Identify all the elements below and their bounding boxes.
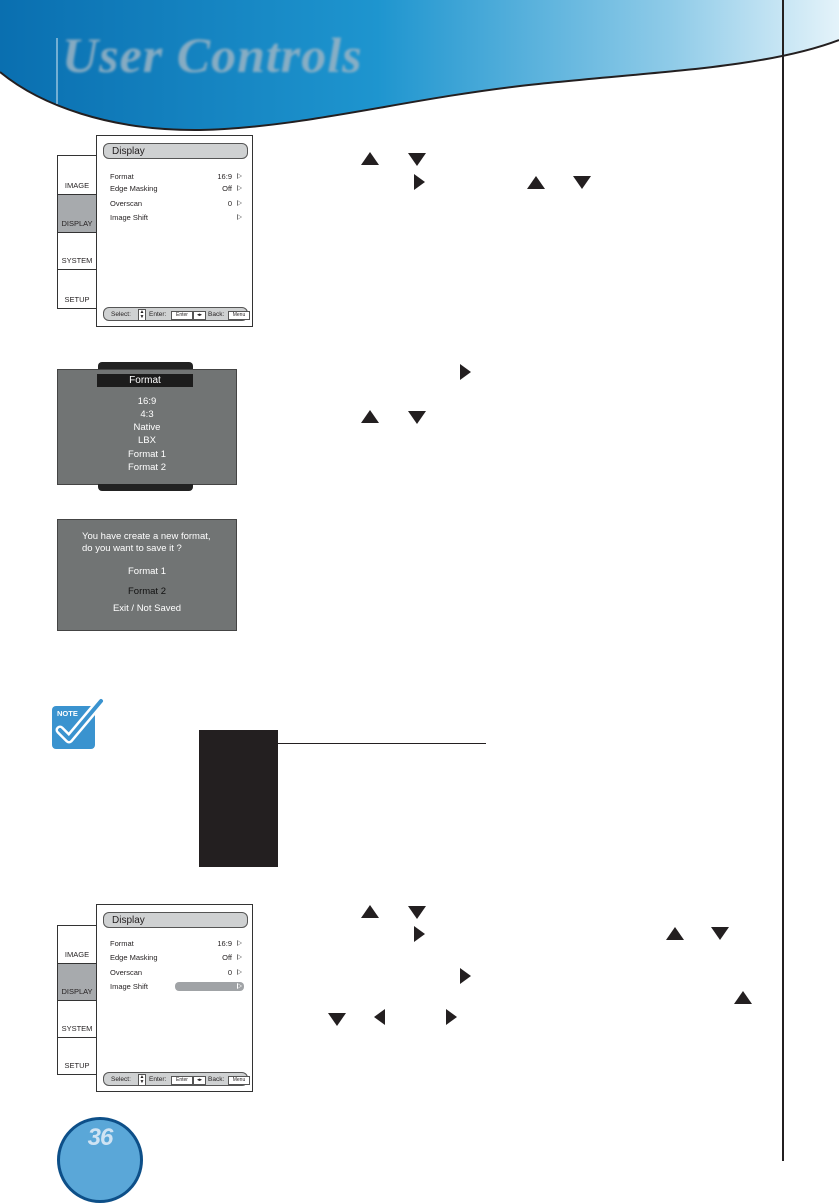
leftright-icon: ◂▸ — [193, 311, 206, 320]
leftright-icon: ◂▸ — [193, 1076, 206, 1085]
tab-setup[interactable] — [57, 1037, 97, 1075]
format-option[interactable]: Native — [133, 422, 161, 433]
row-label: Edge Masking — [110, 184, 158, 193]
right-arrow-icon — [414, 926, 425, 942]
selection-highlight — [175, 982, 244, 991]
tab-label: DISPLAY — [61, 219, 93, 228]
footer-enter-label: Enter: — [149, 311, 167, 318]
menu-key: Menu — [228, 1076, 250, 1085]
tab-image[interactable] — [57, 925, 97, 964]
note-rule — [278, 743, 486, 744]
note-sidebar-block — [199, 730, 278, 867]
save-option-format2[interactable]: Format 2 — [127, 586, 166, 597]
up-arrow-icon — [666, 927, 684, 940]
up-arrow-icon — [361, 905, 379, 918]
format-dialog-title: Format — [97, 374, 193, 387]
menu-row-image-shift-selected[interactable] — [110, 981, 244, 992]
down-arrow-icon — [408, 411, 426, 424]
row-value: Off — [222, 953, 232, 962]
arrow-right-icon — [237, 214, 242, 220]
format-option[interactable]: Format 1 — [127, 449, 166, 460]
format-option[interactable]: Format 2 — [127, 462, 166, 473]
page-title: User Controls — [62, 27, 363, 83]
down-arrow-icon — [711, 927, 729, 940]
tab-label: SYSTEM — [61, 1024, 93, 1033]
note-check-icon — [48, 697, 106, 755]
footer-enter-label: Enter: — [149, 1076, 167, 1083]
menu-key: Menu — [228, 311, 250, 320]
svg-text:NOTE: NOTE — [57, 709, 78, 718]
arrow-right-icon — [237, 969, 242, 975]
tab-label: IMAGE — [64, 181, 90, 190]
menu-row-format[interactable] — [110, 171, 244, 182]
tab-system[interactable] — [57, 232, 97, 270]
menu-row-overscan[interactable] — [110, 198, 244, 209]
row-value: Off — [222, 184, 232, 193]
tab-label: SYSTEM — [61, 256, 93, 265]
footer-select-label: Select: — [111, 1076, 131, 1083]
right-arrow-icon — [460, 968, 471, 984]
menu-row-format[interactable] — [110, 938, 244, 949]
footer-back-label: Back: — [208, 1076, 225, 1083]
tab-image[interactable] — [57, 155, 97, 195]
menu-title: Display — [103, 912, 248, 928]
row-value: 16:9 — [217, 939, 232, 948]
row-value: 0 — [227, 968, 232, 977]
up-arrow-icon — [361, 152, 379, 165]
updown-icon: ▲ ▼ — [139, 309, 145, 320]
footer-back-label: Back: — [208, 311, 225, 318]
arrow-right-icon — [237, 983, 242, 989]
display-menu-panel — [96, 904, 253, 1092]
arrow-right-icon — [237, 173, 242, 179]
page-margin-rule — [782, 0, 784, 1161]
down-arrow-icon — [328, 1013, 346, 1026]
updown-icon: ▲ ▼ — [139, 1074, 145, 1085]
save-option-format1[interactable]: Format 1 — [127, 566, 166, 577]
arrow-right-icon — [237, 940, 242, 946]
menu-footer — [103, 307, 248, 321]
down-arrow-icon — [408, 153, 426, 166]
row-label: Image Shift — [110, 982, 148, 991]
menu-footer — [103, 1072, 248, 1086]
row-label: Overscan — [110, 968, 143, 977]
row-label: Edge Masking — [110, 953, 158, 962]
tab-label: SETUP — [64, 1061, 90, 1070]
tab-label: DISPLAY — [61, 987, 93, 996]
row-label: Overscan — [110, 199, 143, 208]
format-option[interactable]: 4:3 — [140, 409, 154, 420]
format-option[interactable]: 16:9 — [137, 396, 157, 407]
tab-display[interactable] — [57, 963, 97, 1001]
arrow-right-icon — [237, 185, 242, 191]
right-arrow-icon — [414, 174, 425, 190]
down-arrow-icon — [408, 906, 426, 919]
menu-row-image-shift[interactable] — [110, 212, 244, 223]
tab-label: SETUP — [64, 295, 90, 304]
menu-title: Display — [103, 143, 248, 159]
down-arrow-icon — [573, 176, 591, 189]
enter-key: Enter — [171, 311, 193, 320]
row-label: Image Shift — [110, 213, 148, 222]
save-question-line1: You have create a new format, — [82, 531, 211, 542]
right-arrow-icon — [446, 1009, 457, 1025]
menu-row-edge-masking[interactable] — [110, 183, 244, 194]
arrow-right-icon — [237, 200, 242, 206]
tab-setup[interactable] — [57, 269, 97, 309]
save-option-exit[interactable]: Exit / Not Saved — [112, 603, 182, 614]
arrow-right-icon — [237, 954, 242, 960]
enter-key: Enter — [171, 1076, 193, 1085]
tab-display[interactable] — [57, 194, 97, 233]
row-value: 0 — [227, 199, 232, 208]
display-menu-panel — [96, 135, 253, 327]
menu-row-overscan[interactable] — [110, 967, 244, 978]
row-value: 16:9 — [217, 172, 232, 181]
footer-select-label: Select: — [111, 311, 131, 318]
menu-row-edge-masking[interactable] — [110, 952, 244, 963]
up-arrow-icon — [734, 991, 752, 1004]
save-question-line2: do you want to save it ? — [82, 543, 182, 554]
up-arrow-icon — [361, 410, 379, 423]
tab-system[interactable] — [57, 1000, 97, 1038]
row-label: Format — [110, 939, 134, 948]
left-arrow-icon — [374, 1009, 385, 1025]
row-label: Format — [110, 172, 134, 181]
format-option[interactable]: LBX — [138, 435, 156, 446]
right-arrow-icon — [460, 364, 471, 380]
page-number: 36 — [87, 1124, 113, 1151]
tab-label: IMAGE — [64, 950, 90, 959]
dialog-bottom-tab — [98, 484, 193, 491]
up-arrow-icon — [527, 176, 545, 189]
